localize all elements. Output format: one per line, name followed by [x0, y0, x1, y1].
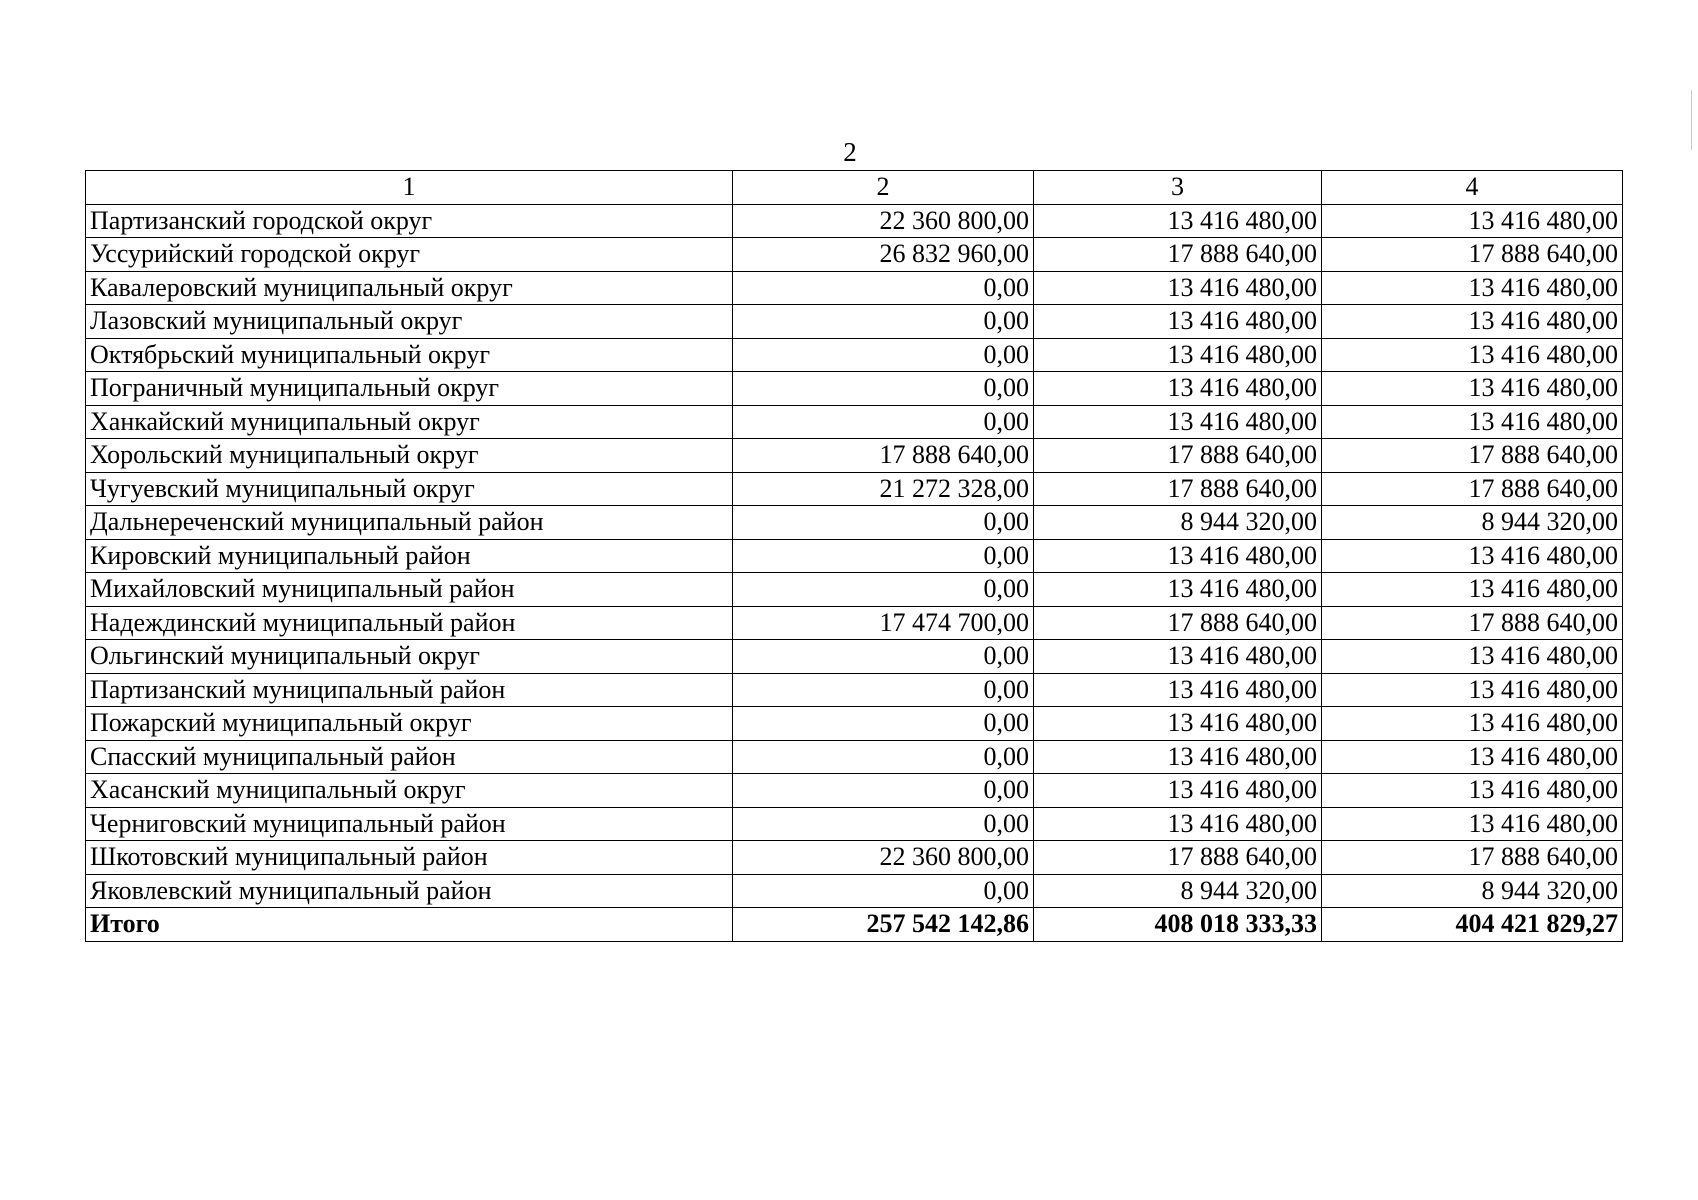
- value-col-2: 0,00: [733, 405, 1034, 439]
- municipality-name: Партизанский муниципальный район: [86, 673, 733, 707]
- value-col-4: 13 416 480,00: [1322, 707, 1623, 741]
- value-col-2: 0,00: [733, 305, 1034, 339]
- value-col-2: 0,00: [733, 673, 1034, 707]
- value-col-2: 21 272 328,00: [733, 472, 1034, 506]
- page-number-text: 2: [843, 137, 857, 167]
- table-row: [86, 841, 1623, 875]
- value-col-2: 22 360 800,00: [733, 841, 1034, 875]
- value-col-2: 17 888 640,00: [733, 439, 1034, 473]
- municipality-name: Михайловский муниципальный район: [86, 573, 733, 607]
- table-row: [86, 506, 1623, 540]
- table-row: [86, 338, 1623, 372]
- table-row: [86, 472, 1623, 506]
- value-col-3: 17 888 640,00: [1034, 472, 1322, 506]
- value-col-3: 13 416 480,00: [1034, 338, 1322, 372]
- table-row: [86, 774, 1623, 808]
- municipality-name: Хорольский муниципальный округ: [86, 439, 733, 473]
- value-col-4: 13 416 480,00: [1322, 271, 1623, 305]
- value-col-3: 8 944 320,00: [1034, 506, 1322, 540]
- value-col-4: 13 416 480,00: [1322, 807, 1623, 841]
- value-col-3: 8 944 320,00: [1034, 874, 1322, 908]
- value-col-3: 17 888 640,00: [1034, 439, 1322, 473]
- value-col-4: 17 888 640,00: [1322, 606, 1623, 640]
- total-row: [86, 908, 1623, 942]
- municipality-name: Шкотовский муниципальный район: [86, 841, 733, 875]
- value-col-2: 0,00: [733, 740, 1034, 774]
- table-row: [86, 539, 1623, 573]
- municipality-name: Лазовский муниципальный округ: [86, 305, 733, 339]
- value-col-2: 0,00: [733, 774, 1034, 808]
- table-row: [86, 405, 1623, 439]
- table-body: [86, 204, 1623, 908]
- value-col-3: 13 416 480,00: [1034, 740, 1322, 774]
- value-col-3: 13 416 480,00: [1034, 405, 1322, 439]
- header-col-1: 1: [86, 171, 733, 205]
- value-col-2: 0,00: [733, 707, 1034, 741]
- value-col-3: 13 416 480,00: [1034, 807, 1322, 841]
- value-col-3: 13 416 480,00: [1034, 640, 1322, 674]
- value-col-2: 0,00: [733, 874, 1034, 908]
- value-col-4: 17 888 640,00: [1322, 238, 1623, 272]
- value-col-3: 13 416 480,00: [1034, 573, 1322, 607]
- value-col-3: 13 416 480,00: [1034, 204, 1322, 238]
- total-col-2: 257 542 142,86: [733, 908, 1034, 942]
- value-col-2: 0,00: [733, 372, 1034, 406]
- total-col-4: 404 421 829,27: [1322, 908, 1623, 942]
- value-col-3: 13 416 480,00: [1034, 271, 1322, 305]
- value-col-4: 13 416 480,00: [1322, 338, 1623, 372]
- table-row: [86, 640, 1623, 674]
- table-row: [86, 807, 1623, 841]
- municipality-name: Хасанский муниципальный округ: [86, 774, 733, 808]
- table-footer: [86, 908, 1623, 942]
- value-col-4: 13 416 480,00: [1322, 673, 1623, 707]
- municipality-name: Октябрьский муниципальный округ: [86, 338, 733, 372]
- value-col-4: 13 416 480,00: [1322, 305, 1623, 339]
- value-col-3: 13 416 480,00: [1034, 707, 1322, 741]
- table-row: [86, 707, 1623, 741]
- value-col-2: 0,00: [733, 539, 1034, 573]
- page-number: [0, 136, 1698, 168]
- value-col-2: 26 832 960,00: [733, 238, 1034, 272]
- value-col-2: 0,00: [733, 640, 1034, 674]
- municipality-name: Кировский муниципальный район: [86, 539, 733, 573]
- value-col-3: 13 416 480,00: [1034, 774, 1322, 808]
- municipality-name: Надеждинский муниципальный район: [86, 606, 733, 640]
- value-col-4: 13 416 480,00: [1322, 640, 1623, 674]
- municipality-name: Яковлевский муниципальный район: [86, 874, 733, 908]
- value-col-4: 13 416 480,00: [1322, 204, 1623, 238]
- table-row: [86, 606, 1623, 640]
- value-col-2: 0,00: [733, 271, 1034, 305]
- value-col-4: 13 416 480,00: [1322, 573, 1623, 607]
- municipality-name: Ханкайский муниципальный округ: [86, 405, 733, 439]
- municipality-name: Уссурийский городской округ: [86, 238, 733, 272]
- value-col-3: 13 416 480,00: [1034, 372, 1322, 406]
- table-row: [86, 439, 1623, 473]
- value-col-4: 13 416 480,00: [1322, 740, 1623, 774]
- value-col-2: 0,00: [733, 807, 1034, 841]
- value-col-4: 17 888 640,00: [1322, 472, 1623, 506]
- table-row: [86, 372, 1623, 406]
- value-col-4: 13 416 480,00: [1322, 774, 1623, 808]
- table-row: [86, 874, 1623, 908]
- value-col-3: 13 416 480,00: [1034, 539, 1322, 573]
- municipality-name: Дальнереченский муниципальный район: [86, 506, 733, 540]
- total-col-3: 408 018 333,33: [1034, 908, 1322, 942]
- value-col-2: 0,00: [733, 506, 1034, 540]
- header-col-4: 4: [1322, 171, 1623, 205]
- header-row: [86, 171, 1623, 205]
- municipality-name: Кавалеровский муниципальный округ: [86, 271, 733, 305]
- table-row: [86, 204, 1623, 238]
- municipality-name: Пожарский муниципальный округ: [86, 707, 733, 741]
- value-col-3: 17 888 640,00: [1034, 606, 1322, 640]
- table-row: [86, 271, 1623, 305]
- value-col-4: 13 416 480,00: [1322, 372, 1623, 406]
- table-row: [86, 238, 1623, 272]
- value-col-4: 8 944 320,00: [1322, 506, 1623, 540]
- table-header: [86, 171, 1623, 205]
- municipality-name: Пограничный муниципальный округ: [86, 372, 733, 406]
- municipality-name: Чугуевский муниципальный округ: [86, 472, 733, 506]
- municipality-name: Ольгинский муниципальный округ: [86, 640, 733, 674]
- scan-edge-mark: [1691, 90, 1692, 150]
- table-row: [86, 305, 1623, 339]
- table-row: [86, 573, 1623, 607]
- value-col-3: 17 888 640,00: [1034, 841, 1322, 875]
- municipality-name: Черниговский муниципальный район: [86, 807, 733, 841]
- municipality-name: Спасский муниципальный район: [86, 740, 733, 774]
- value-col-4: 17 888 640,00: [1322, 439, 1623, 473]
- value-col-3: 13 416 480,00: [1034, 673, 1322, 707]
- value-col-3: 17 888 640,00: [1034, 238, 1322, 272]
- header-col-3: 3: [1034, 171, 1322, 205]
- value-col-2: 0,00: [733, 573, 1034, 607]
- header-col-2: 2: [733, 171, 1034, 205]
- value-col-2: 22 360 800,00: [733, 204, 1034, 238]
- municipality-name: Партизанский городской округ: [86, 204, 733, 238]
- table-row: [86, 740, 1623, 774]
- value-col-2: 17 474 700,00: [733, 606, 1034, 640]
- allocation-table: [85, 170, 1623, 942]
- value-col-3: 13 416 480,00: [1034, 305, 1322, 339]
- table-row: [86, 673, 1623, 707]
- value-col-2: 0,00: [733, 338, 1034, 372]
- value-col-4: 8 944 320,00: [1322, 874, 1623, 908]
- total-label: Итого: [86, 908, 733, 942]
- value-col-4: 13 416 480,00: [1322, 405, 1623, 439]
- value-col-4: 13 416 480,00: [1322, 539, 1623, 573]
- value-col-4: 17 888 640,00: [1322, 841, 1623, 875]
